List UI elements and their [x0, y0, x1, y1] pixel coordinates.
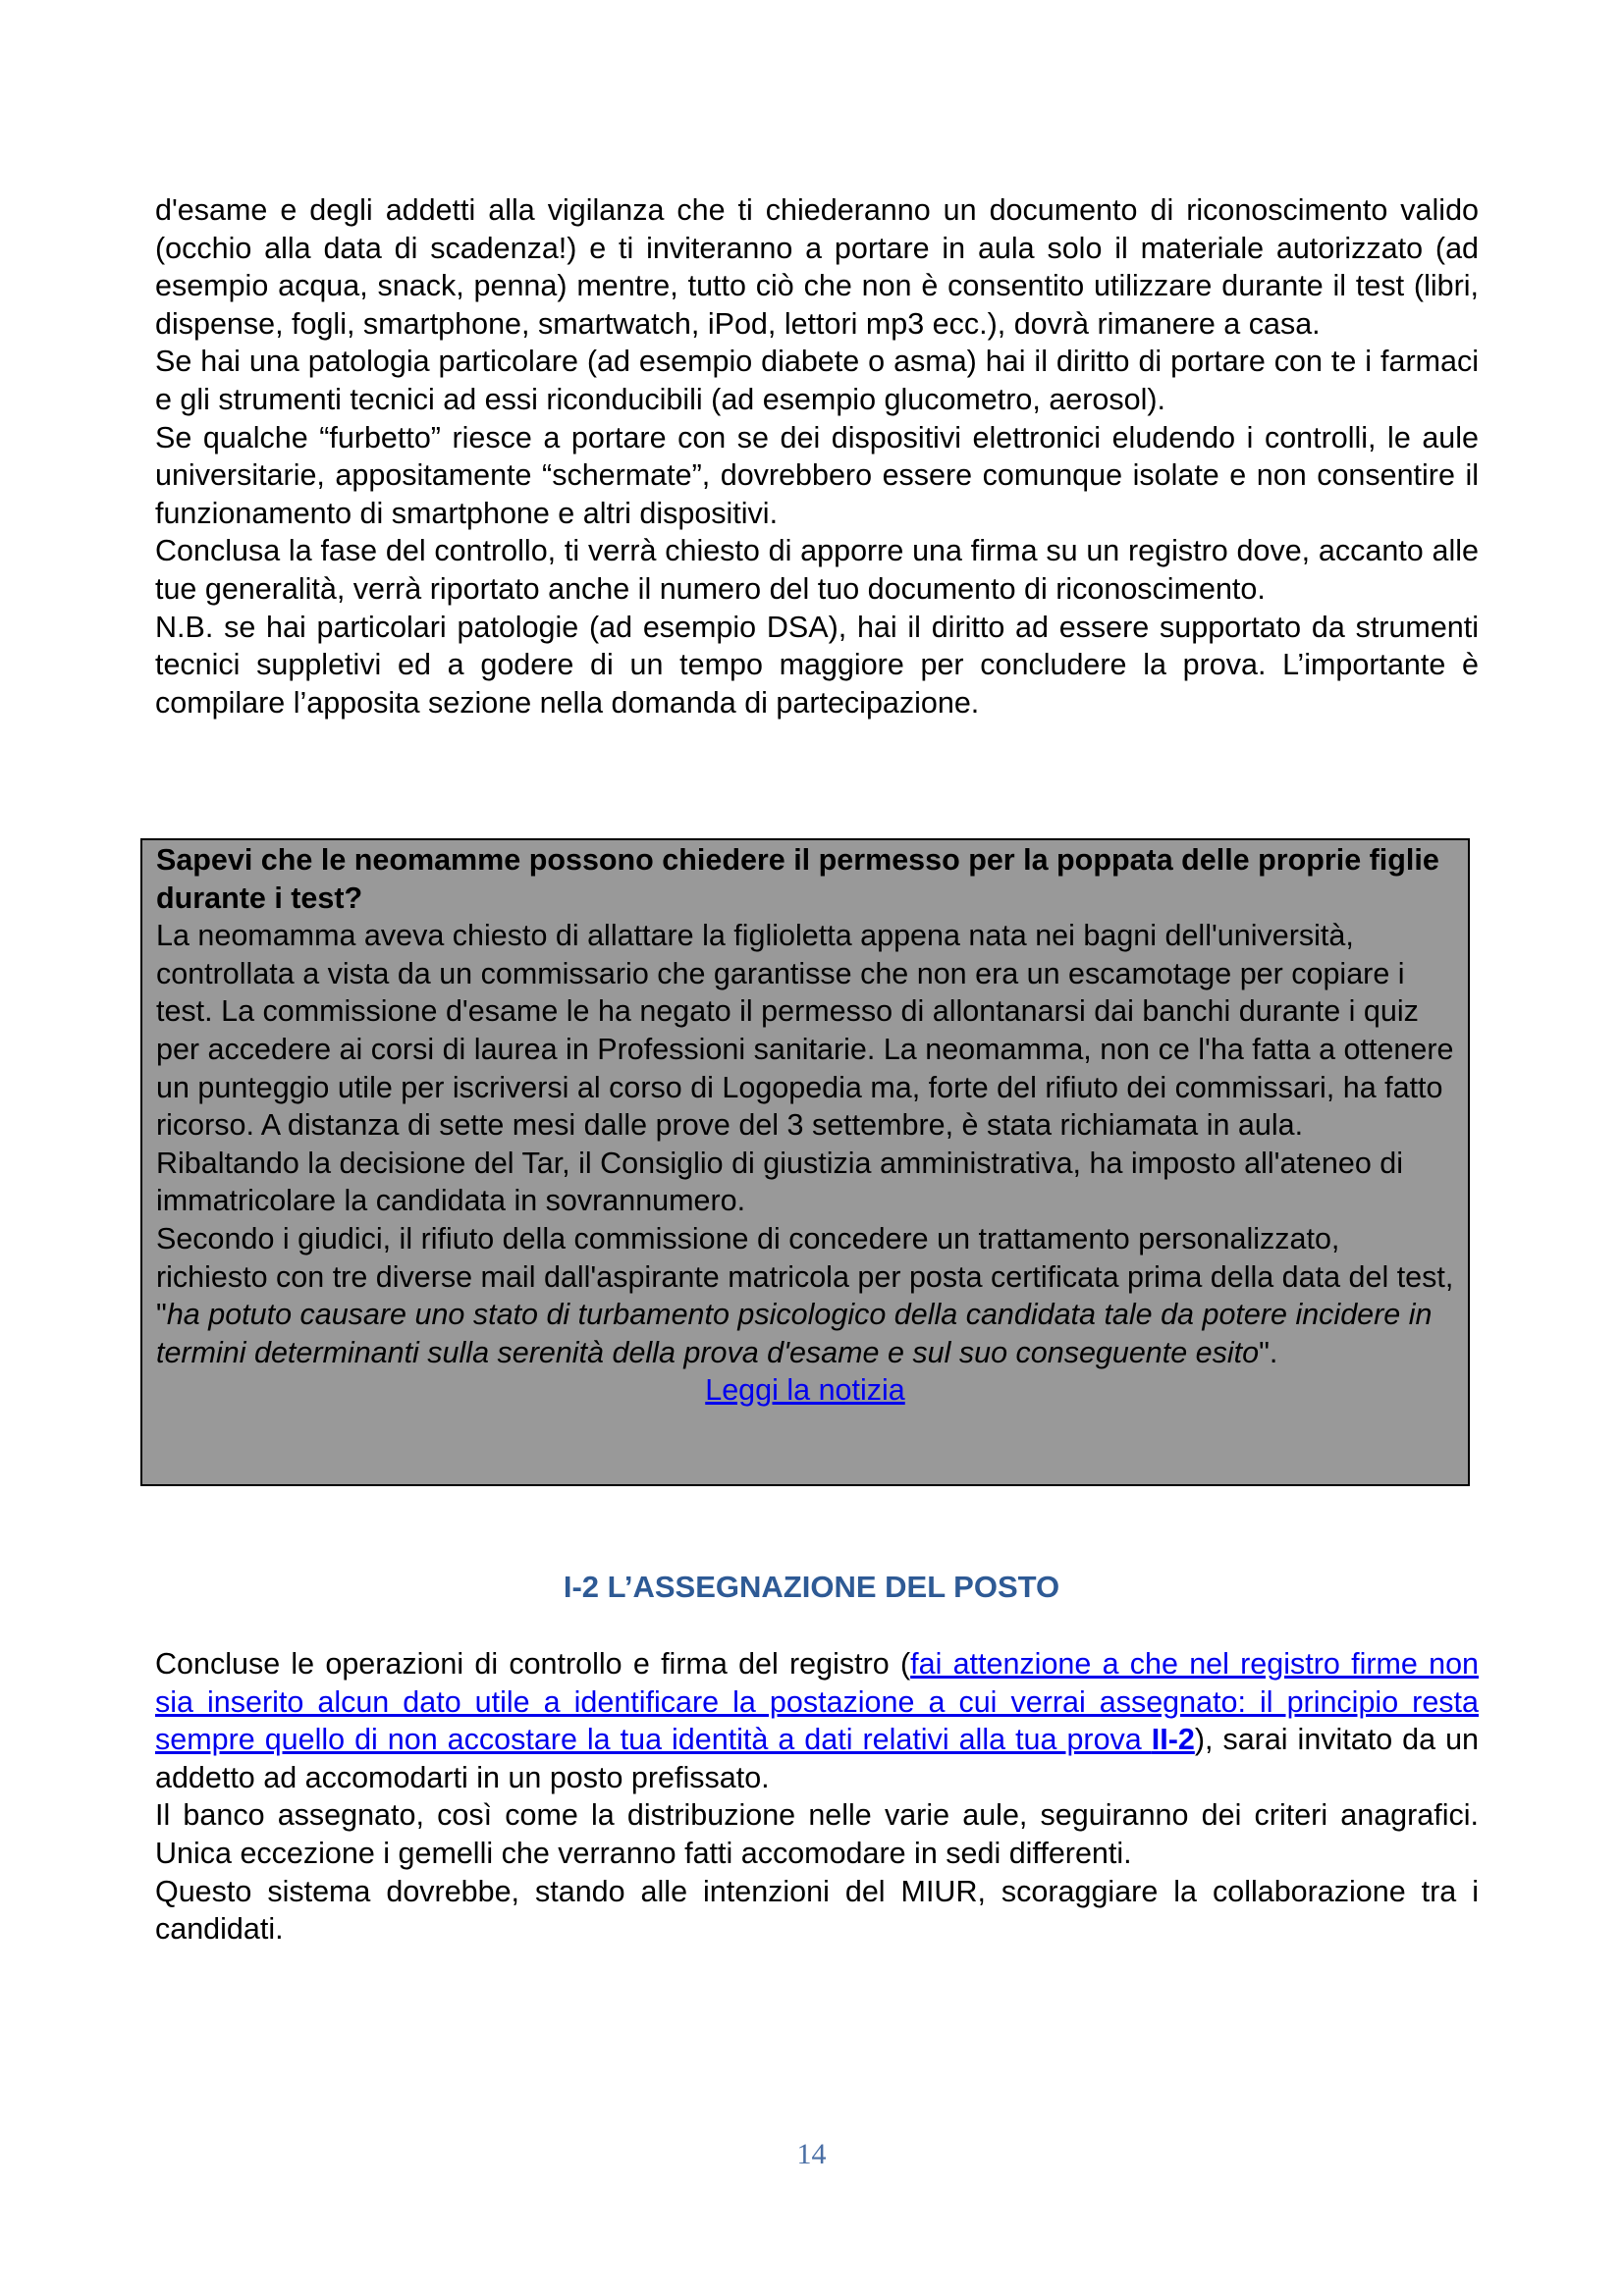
section-heading: I-2 L’ASSEGNAZIONE DEL POSTO [563, 1570, 1060, 1604]
notice-link-row [156, 1371, 1454, 1410]
paragraph: Il banco assegnato, così come la distribuzione nelle varie aule, seguiranno dei criteri anagrafici. Unica eccezione i gemelli che verranno fatti accomodare in sedi differenti. [155, 1798, 1479, 1870]
body-text-bottom [155, 1645, 1479, 1949]
page-number: 14 [796, 2138, 827, 2170]
paragraph: Se hai una patologia particolare (ad esempio diabete o asma) hai il diritto di portare con te i farmaci e gli strumenti tecnici ad essi riconducibili (ad esempio glucometro, aerosol). [155, 345, 1479, 416]
read-news-link[interactable]: Leggi la notizia [705, 1373, 905, 1408]
paragraph: Conclusa la fase del controllo, ti verrà chiesto di apporre una firma su un registro dove, accanto alle tue generalità, verrà riportato anche il numero del tuo documento di riconoscimento. [155, 534, 1479, 606]
paragraph: d'esame e degli addetti alla vigilanza che ti chiederanno un documento di riconoscimento valido (occhio alla data di scadenza!) e ti inviteranno a portare in aula solo il materiale autorizzato (ad esempio acqua, snack, penna) mentre, tutto ciò che non è consentito utilizzare durante il test (libri, dispense, fogli, smartphone, smartwatch, iPod, lettori mp3 ecc.), dovrà rimanere a casa. [155, 193, 1479, 341]
paragraph [155, 1645, 1479, 1796]
link-section-ref: II-2 [1151, 1723, 1195, 1757]
body-text-top [155, 191, 1479, 721]
paragraph: N.B. se hai particolari patologie (ad esempio DSA), hai il diritto ad essere supportato da strumenti tecnici suppletivi ed a godere di un tempo maggiore per concludere la prova. L’importante è compilare l’apposita sezione nella domanda di partecipazione. [155, 610, 1479, 720]
notice-paragraph: La neomamma aveva chiesto di allattare la figlioletta appena nata nei bagni dell'università, controllata a vista da un commissario che garantisse che non era un escamotage per copiare i test. La commissione d'esame le ha negato il permesso di allontanarsi dai banchi durante i quiz per accedere ai corsi di laurea in Professioni sanitarie. La neomamma, non ce l'ha fatta a ottenere un punteggio utile per iscriversi al corso di Logopedia ma, forte del rifiuto dei commissari, ha fatto ricorso. A distanza di sette mesi dalle prove del 3 settembre, è stata richiamata in aula. Ribaltando la decisione del Tar, il Consiglio di giustizia amministrativa, ha imposto all'ateneo di immatricolare la candidata in sovrannumero. [156, 919, 1454, 1218]
paragraph-text: Concluse le operazioni di controllo e firma del registro ( [155, 1647, 911, 1681]
paragraph-text: ), sarai invitato da un addetto ad accomodarti in un posto prefissato. [155, 1723, 1480, 1794]
link-text: fai attenzione a che nel registro firme non sia inserito alcun dato utile a identificare la postazione a cui verrai assegnato: il principio resta sempre quello di non accostare la tua identità a dati relativi alla tua prova [155, 1647, 1480, 1757]
notice-text: Secondo i giudici, il rifiuto della commissione di concedere un trattamento personalizzato, richiesto con tre diverse mail dall'aspirante matricola per posta certificata prima della data del test, " [156, 1221, 1454, 1332]
paragraph: Questo sistema dovrebbe, stando alle intenzioni del MIUR, scoraggiare la collaborazione tra i candidati. [155, 1874, 1479, 1947]
notice-title: Sapevi che le neomamme possono chiedere il permesso per la poppata delle proprie figlie durante i test? [156, 843, 1439, 915]
notice-text: ". [1259, 1335, 1278, 1369]
notice-quote: ha potuto causare uno stato di turbamento psicologico della candidata tale da potere incidere in termini determinanti sulla serenità della prova d'esame e sul suo conseguente esito [156, 1298, 1433, 1369]
paragraph: Se qualche “furbetto” riesce a portare con se dei dispositivi elettronici eludendo i controlli, le aule universitarie, appositamente “schermate”, dovrebbero essere comunque isolate e non consentire il funzionamento di smartphone e altri dispositivi. [155, 420, 1479, 530]
notice-box [140, 838, 1470, 1486]
notice-paragraph [156, 1220, 1454, 1371]
